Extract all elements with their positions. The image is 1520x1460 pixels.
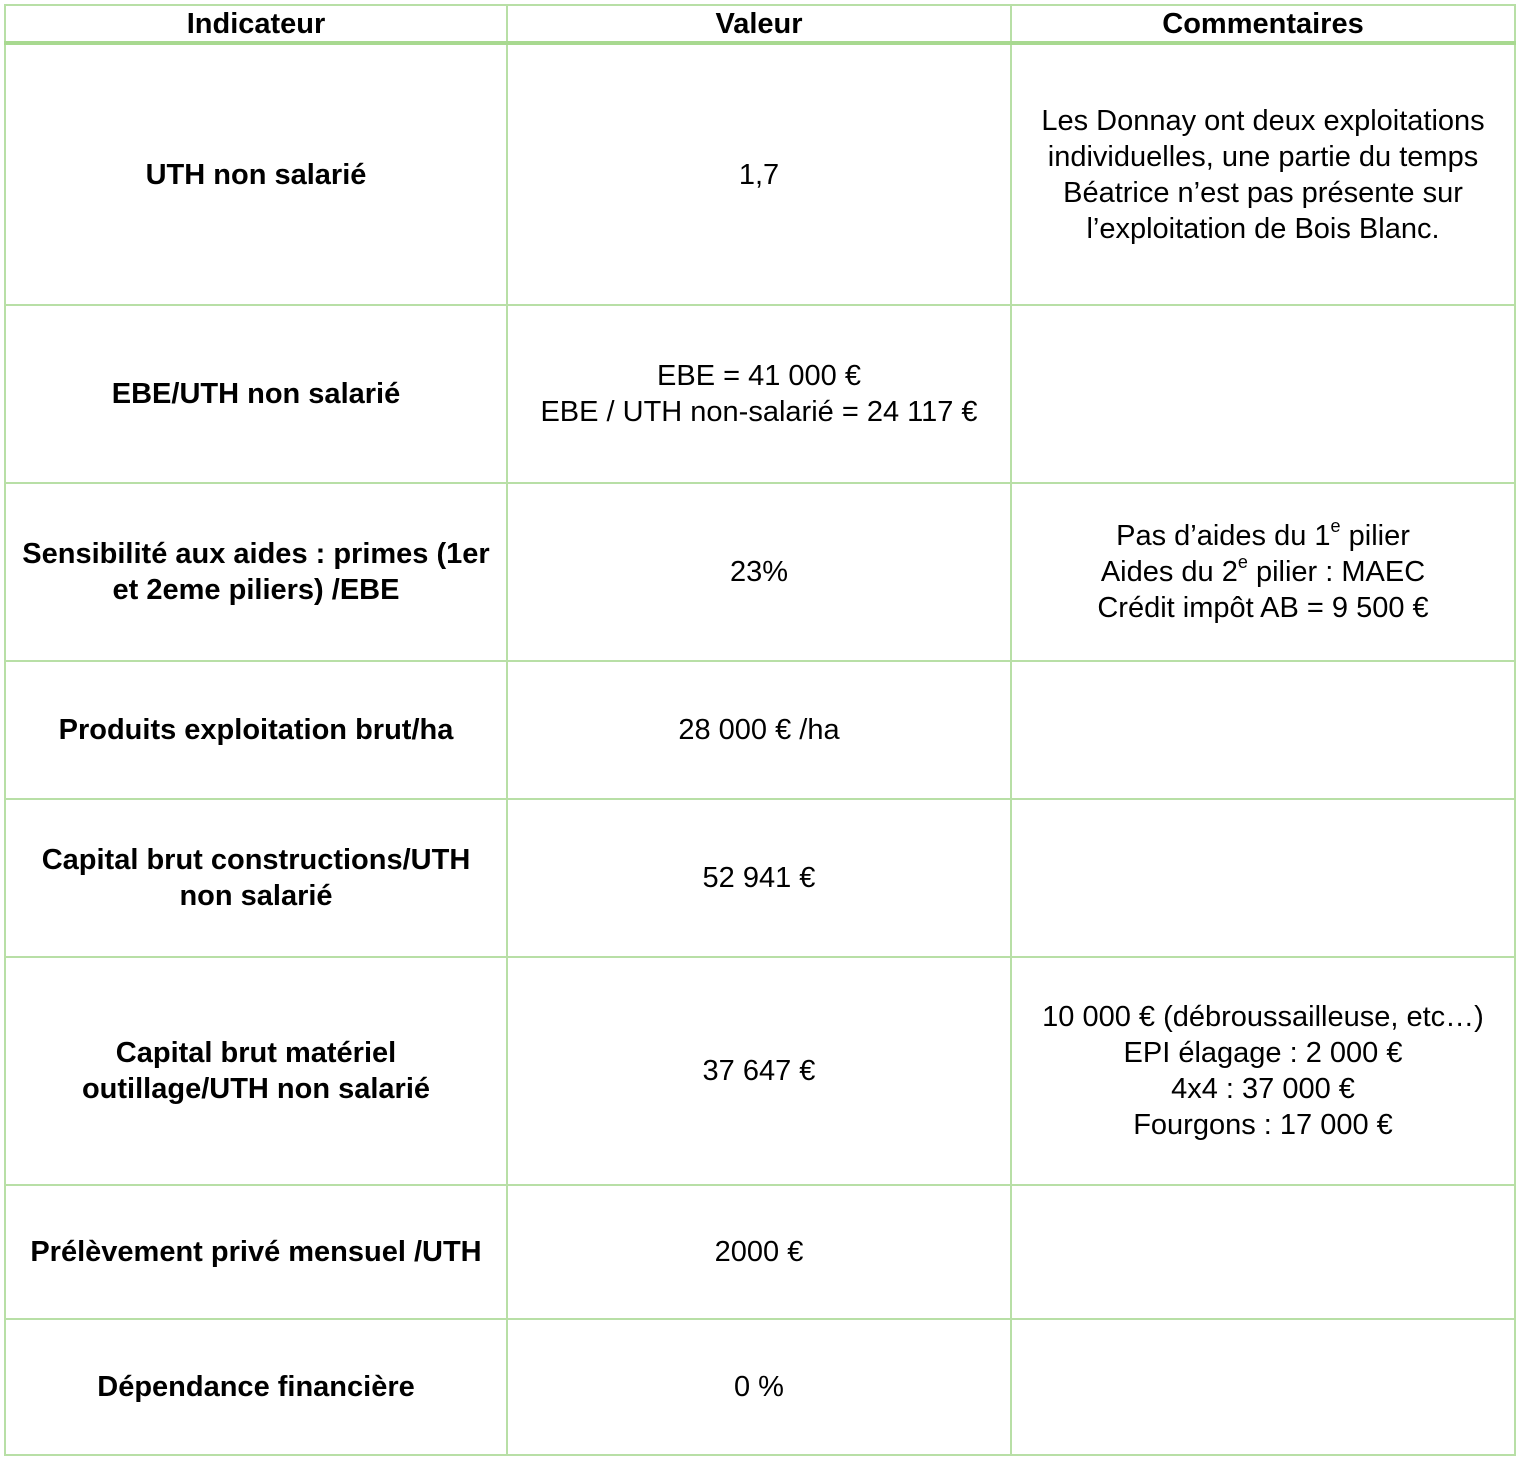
indicator-cell: Prélèvement privé mensuel /UTH bbox=[5, 1185, 507, 1319]
indicator-cell: Produits exploitation brut/ha bbox=[5, 661, 507, 799]
table-row bbox=[5, 957, 1515, 1185]
indicator-cell: UTH non salarié bbox=[5, 43, 507, 305]
comment-cell bbox=[1011, 305, 1515, 483]
value-cell: 23% bbox=[507, 483, 1011, 661]
comment-cell bbox=[1011, 483, 1515, 661]
header-row bbox=[5, 5, 1515, 43]
indicator-cell: Dépendance financière bbox=[5, 1319, 507, 1455]
table-row bbox=[5, 1185, 1515, 1319]
superscript: e bbox=[1237, 552, 1248, 573]
value-cell: 37 647 € bbox=[507, 957, 1011, 1185]
table-row bbox=[5, 305, 1515, 483]
value-line: EBE / UTH non-salarié = 24 117 € bbox=[540, 396, 978, 428]
table-row bbox=[5, 661, 1515, 799]
comment-cell: Les Donnay ont deux exploitations individuelles, une partie du temps Béatrice n’est pas présente sur l’exploitation de Bois Blanc. bbox=[1011, 43, 1515, 305]
header-indicateur: Indicateur bbox=[5, 5, 507, 43]
indicator-cell: Capital brut matériel outillage/UTH non salarié bbox=[5, 957, 507, 1185]
comment-line bbox=[1026, 554, 1500, 590]
comment-line: Fourgons : 17 000 € bbox=[1133, 1109, 1393, 1141]
comment-cell bbox=[1011, 1185, 1515, 1319]
comment-line bbox=[1026, 518, 1500, 554]
comment-text: Pas d’aides du 1 bbox=[1116, 520, 1331, 552]
comment-cell bbox=[1011, 661, 1515, 799]
comment-line: 4x4 : 37 000 € bbox=[1171, 1073, 1355, 1105]
table-row bbox=[5, 1319, 1515, 1455]
value-cell: 52 941 € bbox=[507, 799, 1011, 957]
table-row bbox=[5, 43, 1515, 305]
table-row bbox=[5, 799, 1515, 957]
comment-line: 10 000 € (débroussailleuse, etc…) bbox=[1042, 1001, 1484, 1033]
comment-cell bbox=[1011, 799, 1515, 957]
comment-line: EPI élagage : 2 000 € bbox=[1123, 1037, 1403, 1069]
value-cell: 1,7 bbox=[507, 43, 1011, 305]
value-cell: 2000 € bbox=[507, 1185, 1011, 1319]
indicator-cell: Capital brut constructions/UTH non salarié bbox=[5, 799, 507, 957]
value-cell bbox=[507, 305, 1011, 483]
value-line: EBE = 41 000 € bbox=[657, 360, 861, 392]
header-valeur: Valeur bbox=[507, 5, 1011, 43]
comment-text: pilier bbox=[1340, 520, 1410, 552]
indicator-table bbox=[4, 4, 1516, 1456]
header-commentaires: Commentaires bbox=[1011, 5, 1515, 43]
comment-line: Crédit impôt AB = 9 500 € bbox=[1097, 592, 1429, 624]
indicator-cell: EBE/UTH non salarié bbox=[5, 305, 507, 483]
value-cell: 28 000 € /ha bbox=[507, 661, 1011, 799]
comment-cell bbox=[1011, 957, 1515, 1185]
comment-cell bbox=[1011, 1319, 1515, 1455]
table-row bbox=[5, 483, 1515, 661]
comment-text: pilier : MAEC bbox=[1247, 556, 1426, 588]
indicator-cell: Sensibilité aux aides : primes (1er et 2eme piliers) /EBE bbox=[5, 483, 507, 661]
superscript: e bbox=[1330, 516, 1341, 537]
value-cell: 0 % bbox=[507, 1319, 1011, 1455]
comment-text: Aides du 2 bbox=[1100, 556, 1238, 588]
